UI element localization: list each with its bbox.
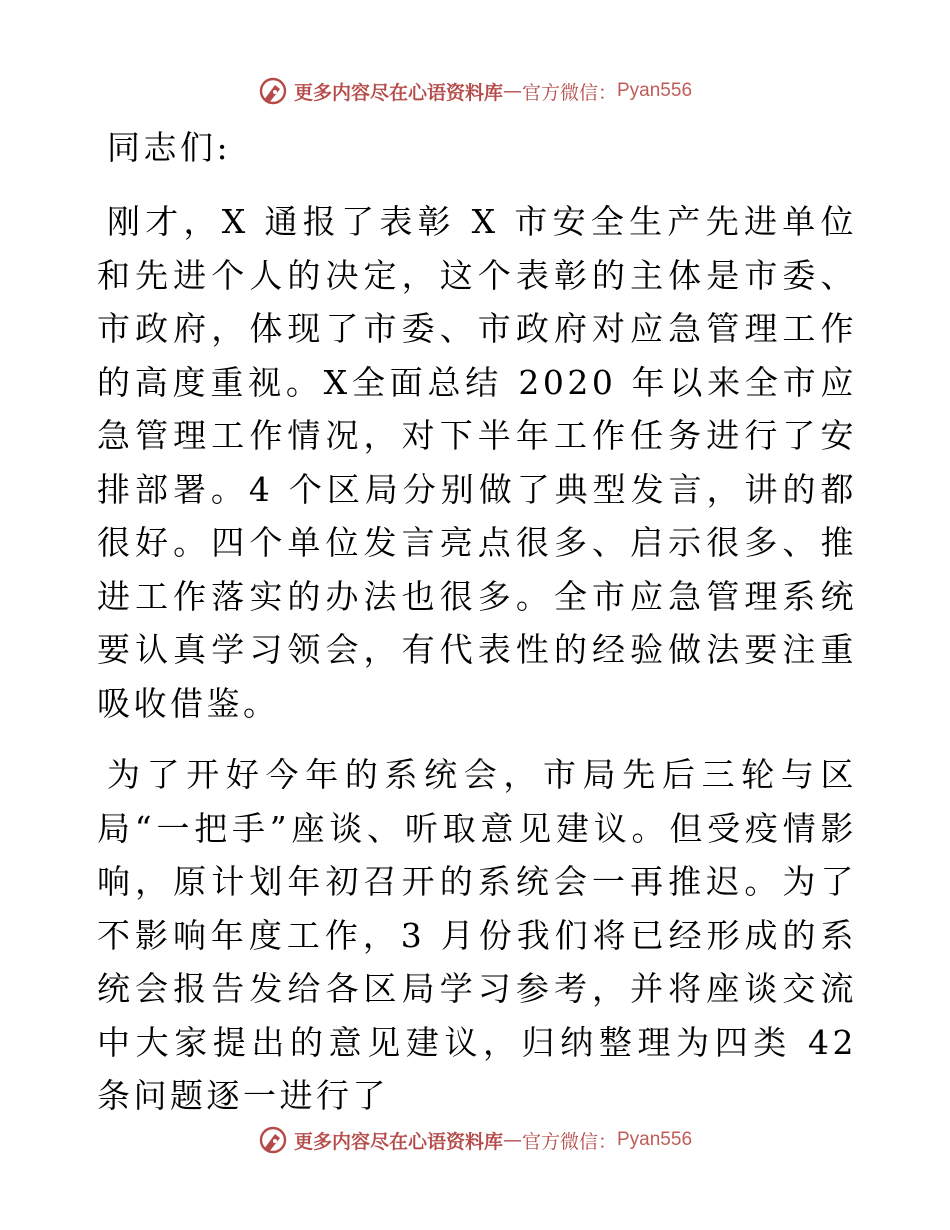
banner-wechat-label: 官方微信： <box>521 81 617 104</box>
banner-text: 更多内容尽在心语资料库 <box>293 81 503 104</box>
document-body <box>97 123 857 1123</box>
banner-wechat-label: 官方微信： <box>521 1130 617 1153</box>
banner-text: 更多内容尽在心语资料库 <box>293 1130 503 1153</box>
banner-wechat-id: Pyan556 <box>617 80 693 101</box>
footer-banner <box>0 1120 950 1160</box>
salutation: 同志们: <box>107 128 232 167</box>
paragraph: 为了开好今年的系统会，市局先后三轮与区局“一把手”座谈、听取意见建议。但受疫情影响，原计划年初召开的系统会一再推迟。为了不影响年度工作，3 月份我们将已经形成的系统会报告发给各区局学习参考，并将座谈交流中大家提出的意见建议，归纳整理为四类 42 条问题逐一进行了 <box>97 755 857 1115</box>
pen-nib-circle-icon <box>258 1125 288 1155</box>
header-banner <box>0 71 950 111</box>
banner-separator: — <box>502 80 522 102</box>
banner-separator: — <box>502 1129 522 1151</box>
pen-nib-circle-icon <box>258 76 288 106</box>
banner-wechat-id: Pyan556 <box>617 1129 693 1150</box>
paragraph: 刚才，X 通报了表彰 X 市安全生产先进单位和先进个人的决定，这个表彰的主体是市委、市政府，体现了市委、市政府对应急管理工作的高度重视。X全面总结 2020 年以来全市应急管理工作情况，对下半年工作任务进行了安排部署。4 个区局分别做了典型发言，讲的都很好。四个单位发言亮点很多、启示很多、推进工作落实的办法也很多。全市应急管理系统要认真学习领会，有代表性的经验做法要注重吸收借鉴。 <box>97 202 857 723</box>
